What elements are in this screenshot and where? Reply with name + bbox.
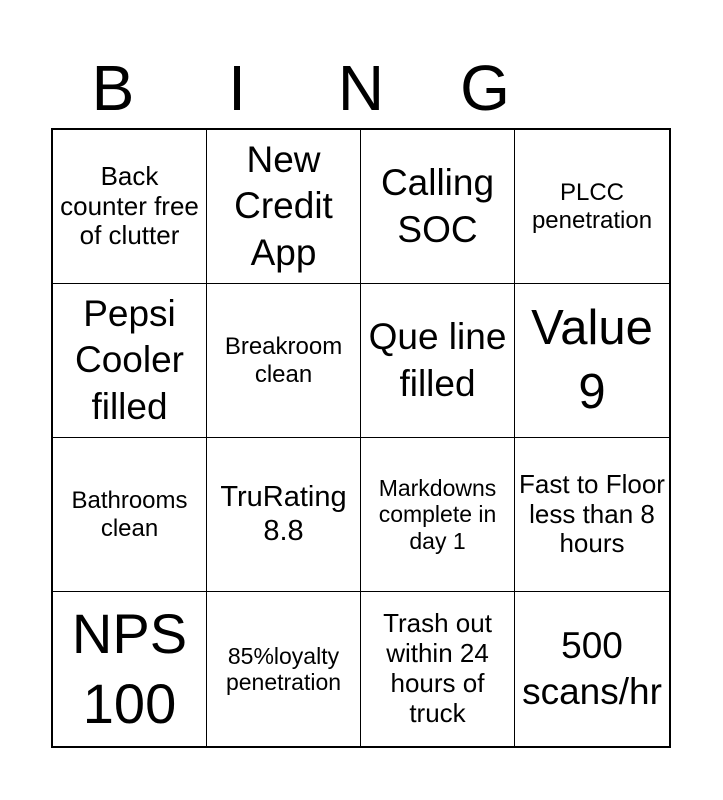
header-letter-g: G (460, 52, 510, 124)
bingo-cell-text: Fast to Floor less than 8 hours (519, 468, 665, 559)
bingo-cell[interactable] (207, 592, 361, 746)
bingo-cell-text: Value 9 (531, 300, 653, 419)
bingo-cell[interactable] (207, 438, 361, 592)
bingo-cell-text: Trash out within 24 hours of truck (383, 608, 492, 728)
bingo-cell[interactable] (515, 438, 669, 592)
bingo-cell[interactable] (361, 284, 515, 438)
bingo-cell[interactable] (207, 130, 361, 284)
bingo-cell-text: 85%loyalty penetration (225, 642, 342, 695)
bingo-cell[interactable] (53, 592, 207, 746)
bingo-cell-text: New Credit App (234, 139, 333, 273)
bingo-cell[interactable] (361, 438, 515, 592)
bingo-board (51, 128, 671, 748)
bingo-cell-text: Pepsi Cooler filled (75, 293, 184, 427)
bingo-cell-text: NPS 100 (71, 602, 188, 735)
bingo-cell-text: PLCC penetration (531, 178, 653, 234)
bingo-cell[interactable] (515, 130, 669, 284)
bingo-cell[interactable] (515, 284, 669, 438)
bingo-cell-text: Breakroom clean (224, 332, 343, 388)
bingo-cell-text: Calling SOC (380, 162, 495, 250)
bingo-cell-text: Bathrooms clean (71, 486, 188, 542)
bingo-cell-text: Back counter free of clutter (60, 160, 199, 251)
bingo-cell[interactable] (515, 592, 669, 746)
bingo-cell-text: TruRating 8.8 (220, 481, 347, 547)
bingo-cell[interactable] (361, 130, 515, 284)
bingo-cell-text: 500 scans/hr (522, 624, 662, 712)
bingo-header (51, 48, 671, 128)
header-letter-i: I (228, 52, 246, 124)
bingo-cell-text: Que line filled (368, 316, 507, 404)
bingo-cell[interactable] (207, 284, 361, 438)
bingo-cell-text: Markdowns complete in day 1 (378, 474, 497, 554)
bingo-cell[interactable] (53, 438, 207, 592)
bingo-cell[interactable] (53, 130, 207, 284)
bingo-cell[interactable] (361, 592, 515, 746)
header-letter-n: N (337, 52, 385, 124)
bingo-cell[interactable] (53, 284, 207, 438)
header-letter-b: B (91, 52, 135, 124)
